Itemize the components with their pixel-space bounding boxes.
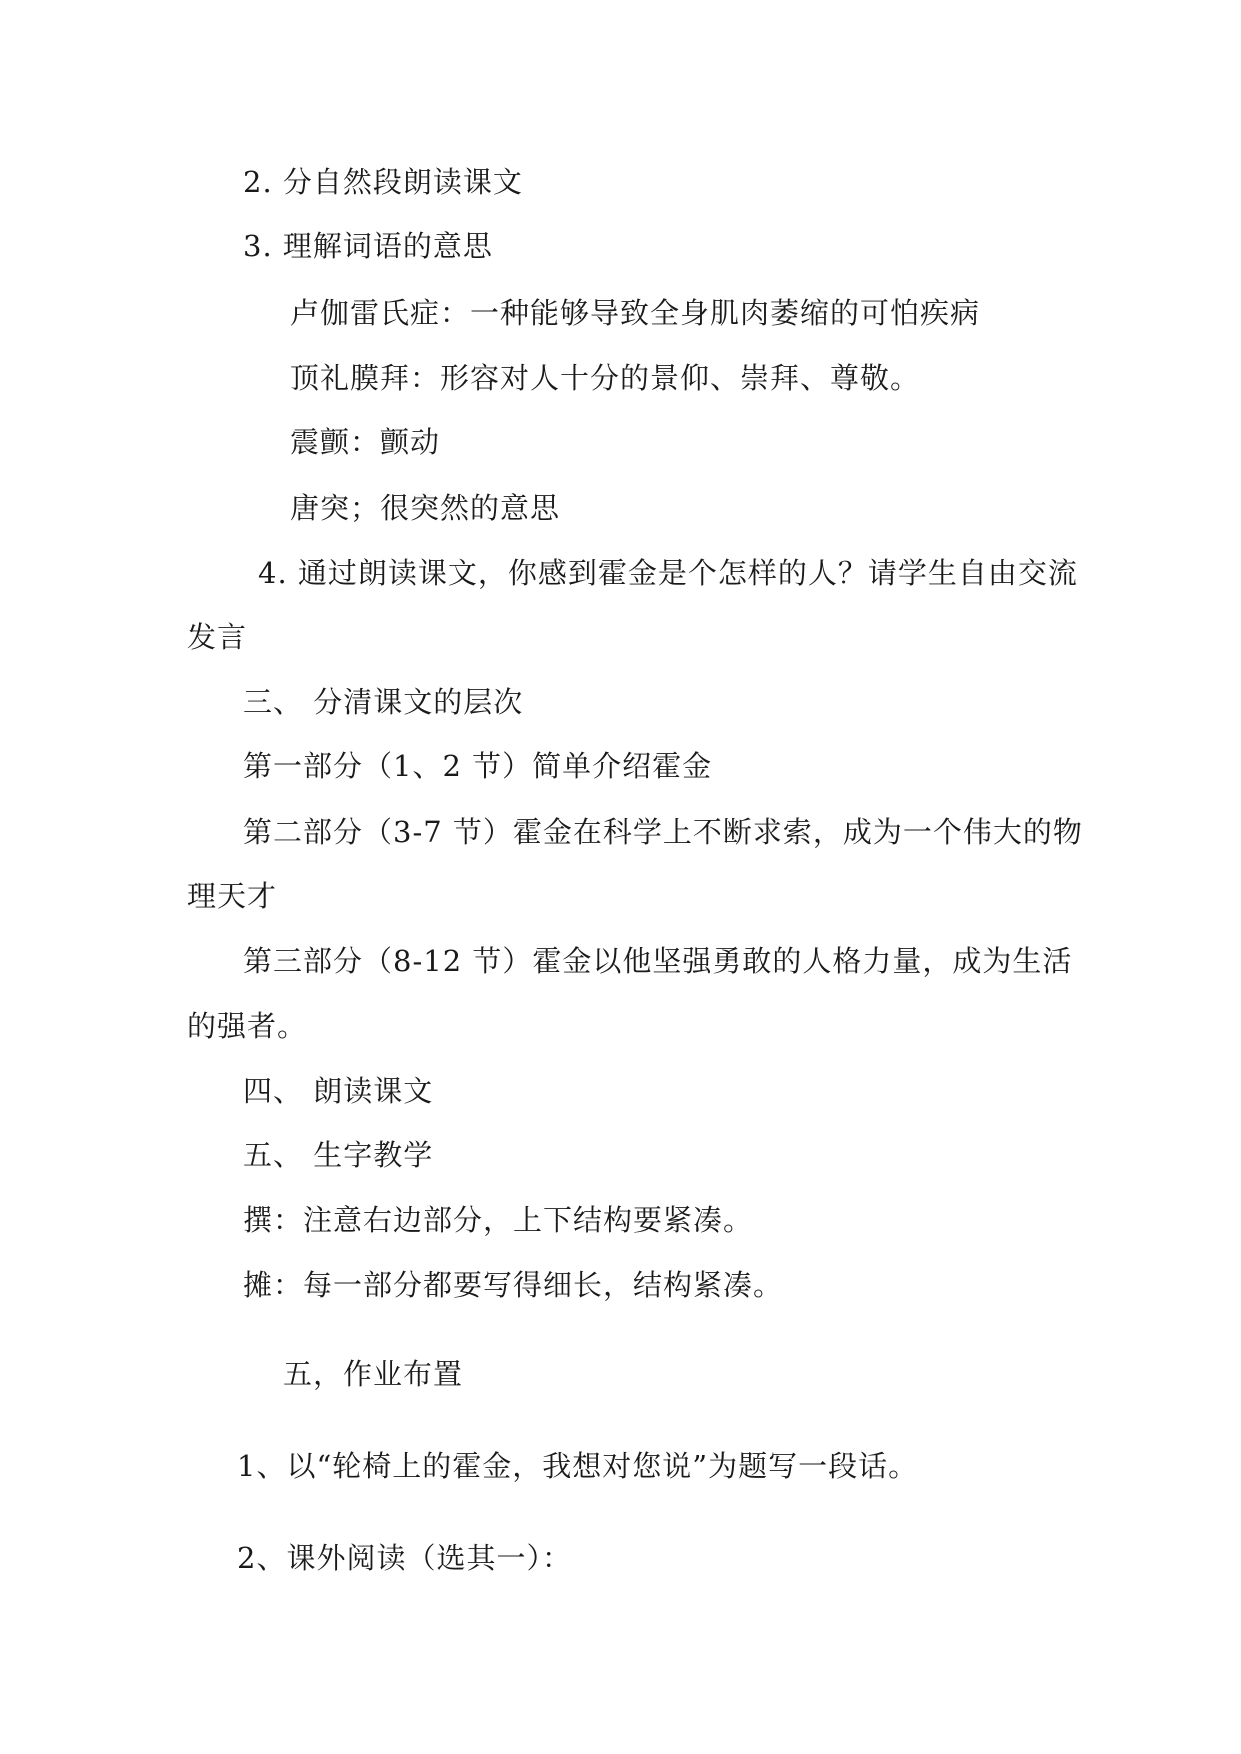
char-tan: 摊：每一部分都要写得细长，结构紧凑。 (243, 1268, 784, 1302)
step-discussion: 4. 通过朗读课文，你感到霍金是个怎样的人？请学生自由交流 (258, 556, 1078, 590)
vocab-dingli-mobai: 顶礼膜拜：形容对人十分的景仰、崇拜、尊敬。 (290, 361, 921, 395)
homework-item-2: 2、课外阅读（选其一）： (237, 1541, 572, 1575)
part-three: 第三部分（8-12 节）霍金以他坚强勇敢的人格力量，成为生活 (243, 944, 1073, 978)
step-discussion-cont: 发言 (187, 620, 248, 654)
part-three-cont: 的强者。 (187, 1009, 308, 1043)
step-read-paragraphs: 2. 分自然段朗读课文 (243, 165, 523, 199)
section-four-heading: 四、 朗读课文 (243, 1074, 434, 1108)
char-zhuan: 撰：注意右边部分，上下结构要紧凑。 (243, 1203, 754, 1237)
vocab-tangtu: 唐突；很突然的意思 (290, 491, 561, 525)
homework-heading: 五，作业布置 (283, 1357, 464, 1391)
vocab-zhenchan: 震颤：颤动 (290, 425, 441, 459)
part-one: 第一部分（1、2 节）简单介绍霍金 (243, 749, 713, 783)
step-understand-words: 3. 理解词语的意思 (243, 229, 493, 263)
part-two-cont: 理天才 (187, 879, 278, 913)
part-two: 第二部分（3-7 节）霍金在科学上不断求索，成为一个伟大的物 (243, 815, 1083, 849)
section-three-heading: 三、 分清课文的层次 (243, 685, 524, 719)
section-five-heading: 五、 生字教学 (243, 1138, 434, 1172)
vocab-lou-gehrig: 卢伽雷氏症：一种能够导致全身肌肉萎缩的可怕疾病 (290, 296, 981, 330)
homework-item-1: 1、以“轮椅上的霍金，我想对您说”为题写一段话。 (237, 1449, 919, 1483)
